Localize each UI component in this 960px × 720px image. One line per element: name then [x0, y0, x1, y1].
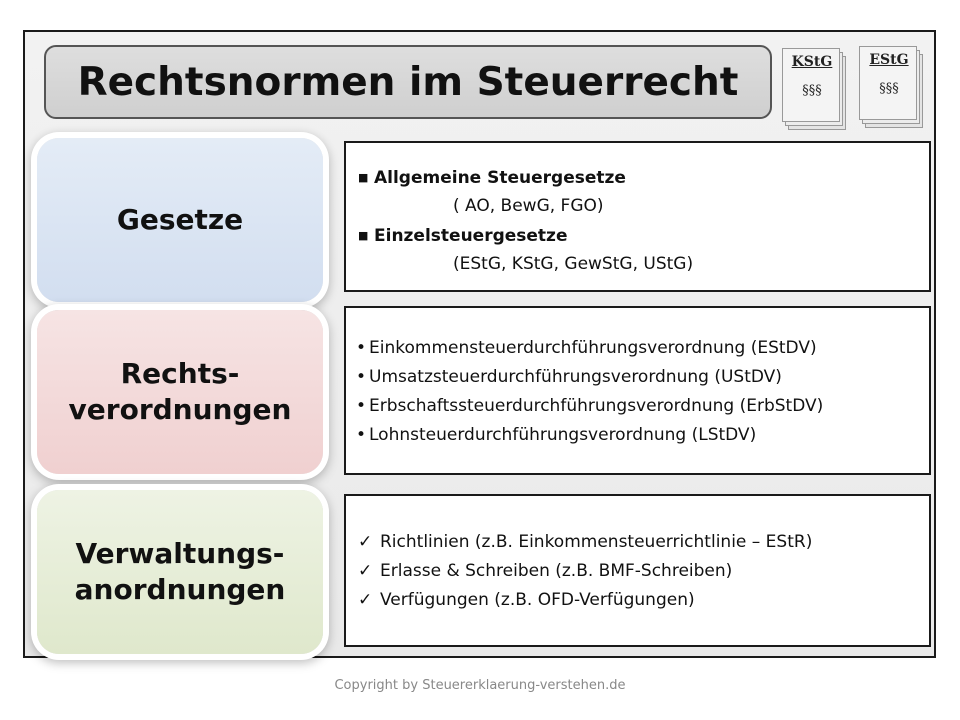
square-bullet-icon: ■ [358, 171, 369, 184]
list-item: ■ Einzelsteuergesetze [358, 221, 929, 250]
checkmark-icon: ✓ [358, 532, 373, 552]
bullet-icon: • [356, 338, 367, 358]
copyright-footer: Copyright by Steuererklaerung-verstehen.de [334, 678, 626, 693]
list-item: • Einkommensteuerdurchführungsverordnung (EStDV) [356, 334, 929, 363]
checkmark-icon: ✓ [358, 561, 373, 581]
category-verwaltungsanordnungen-label: Verwaltungs- anordnungen [74, 536, 286, 606]
checkmark-icon: ✓ [358, 590, 373, 610]
bullet-icon: • [356, 425, 367, 445]
list-item-detail: (EStG, KStG, GewStG, UStG) [453, 254, 694, 274]
square-bullet-icon: ■ [358, 229, 369, 242]
list-item: • Erbschaftssteuerdurchführungsverordnung (ErbStDV) [356, 392, 929, 421]
kstg-document-label: KStG [791, 54, 833, 70]
list-item: ■ Allgemeine Steuergesetze [358, 163, 929, 192]
verwaltungsanordnungen-content-box [344, 494, 931, 647]
list-item: ✓ Richtlinien (z.B. Einkommensteuerrichtlinie – EStR) [358, 528, 929, 557]
list-item: ✓ Verfügungen (z.B. OFD-Verfügungen) [358, 586, 929, 615]
category-verwaltungsanordnungen [37, 490, 323, 654]
estg-document-icon [859, 46, 925, 130]
category-gesetze [37, 138, 323, 302]
list-item: • Lohnsteuerdurchführungsverordnung (LStDV) [356, 421, 929, 450]
estg-document-label: EStG [869, 52, 909, 68]
category-gesetze-label: Gesetze [116, 202, 244, 236]
gesetze-content-box [344, 141, 931, 292]
kstg-document-icon [782, 48, 848, 132]
list-item: ✓ Erlasse & Schreiben (z.B. BMF-Schreiben) [358, 557, 929, 586]
rechtsverordnungen-content-box [344, 306, 931, 475]
bullet-icon: • [356, 367, 367, 387]
estg-paragraph-symbol: §§§ [879, 81, 899, 96]
kstg-paragraph-symbol: §§§ [802, 83, 822, 98]
page-title: Rechtsnormen im Steuerrecht [77, 59, 739, 105]
list-item-detail: ( AO, BewG, FGO) [453, 196, 604, 216]
category-rechtsverordnungen-label: Rechts- verordnungen [68, 356, 292, 426]
bullet-icon: • [356, 396, 367, 416]
category-rechtsverordnungen [37, 310, 323, 474]
title-box [44, 45, 772, 119]
list-item: • Umsatzsteuerdurchführungsverordnung (UStDV) [356, 363, 929, 392]
